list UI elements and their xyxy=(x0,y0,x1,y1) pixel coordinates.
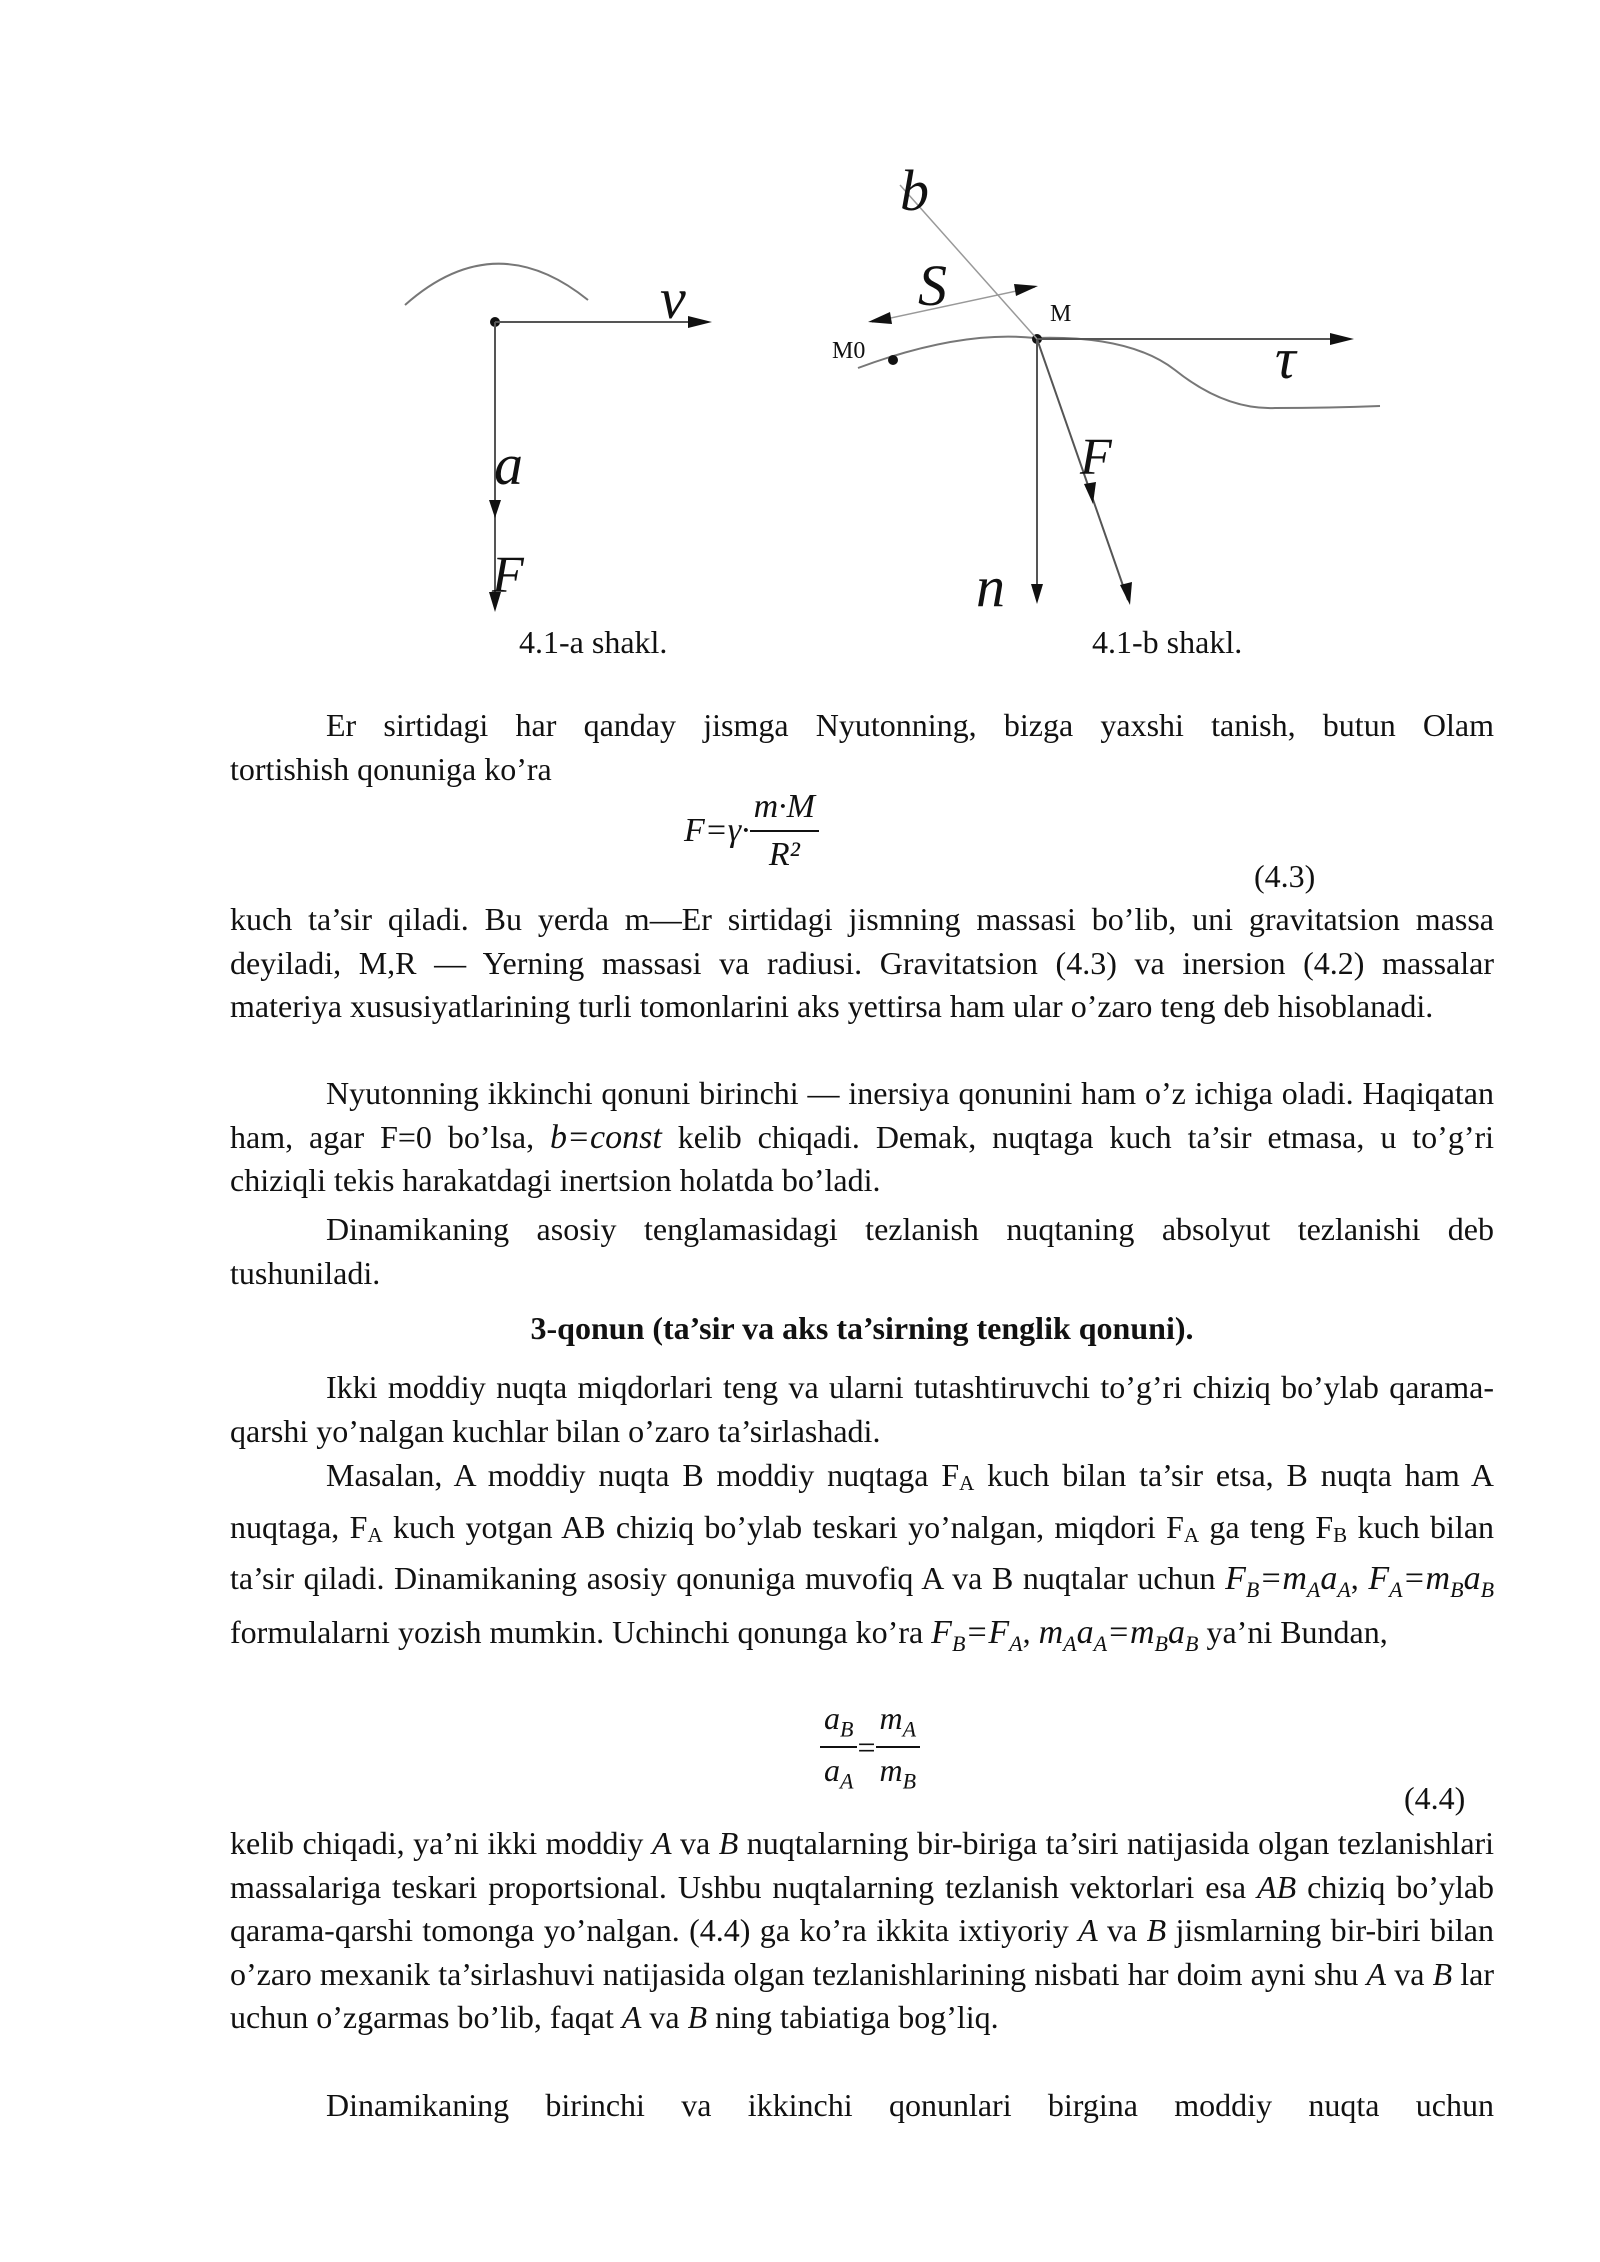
para3-text-1: Nyutonning ikkinchi qonuni birinchi — inersiya qonunini ham o’z ichiga oladi. Haqiqatan ham, agar F=0 bo’lsa, xyxy=(230,1075,1494,1155)
para6-t4: ga teng F xyxy=(1199,1508,1334,1545)
para7-AB: AB xyxy=(1257,1868,1297,1905)
para7-A4: A xyxy=(621,1999,642,2035)
para3-text-2: kelib chiqadi. Demak, nuqtaga kuch ta’sir etmasa, u to’g’ri chiziqli tekis harakatdagi inertsion holatda bo’ladi. xyxy=(230,1118,1495,1198)
paragraph-2: kuch ta’sir qiladi. Bu yerda m—Er sirtidagi jismning massasi bo’lib, uni gravitatsion massa deyiladi, M,R — Yerning massasi va radiusi. Gravitatsion (4.3) va inersion (4.2) massalar materiya xususiyatlarining turli tomonlarini aks yettirsa ham ular o’zaro teng deb hisoblanadi. xyxy=(230,901,1494,1024)
eq-4-4-right-fraction xyxy=(876,1700,921,1795)
point-M0 xyxy=(888,355,898,365)
eq-4-3-numerator: m·M xyxy=(750,788,819,832)
para7-t6: jismlarning bir-biri bilan o’zaro mexanik ta’sirlashuvi natijasida olgan tezlanishlarining nisbati har doim ayni shu xyxy=(230,1912,1494,1992)
label-F-b: F xyxy=(1080,429,1112,486)
acceleration-arrowhead xyxy=(489,500,501,518)
figure-4-1-a xyxy=(405,264,712,612)
para6-t6: , xyxy=(1350,1560,1359,1596)
eq-4-4-den-left: $a_A$ xyxy=(824,1752,854,1794)
arc-coordinate-line xyxy=(872,287,1035,322)
formula-FB-FA: $F_B=F_A$ xyxy=(931,1614,1023,1657)
section-heading-law-3: 3-qonun (ta’sir va aks ta’sirning tenglik qonuni). xyxy=(530,1310,1194,1346)
equation-4-4-number: (4.4) xyxy=(1404,1780,1466,1816)
label-tau: τ xyxy=(1275,326,1296,391)
para7-A1: A xyxy=(651,1825,672,1861)
eq-4-3-denominator: R² xyxy=(768,836,800,873)
formula-FA-mB-aB: $F_A=m_Ba_B$ xyxy=(1368,1560,1495,1602)
para7-t2: va xyxy=(679,1825,711,1861)
trajectory-curve-b xyxy=(858,337,1380,408)
eq-4-4-den-right: $m_B$ xyxy=(879,1752,917,1794)
para6-sub-1: A xyxy=(959,1471,975,1495)
label-S: S xyxy=(918,253,947,318)
para7-B4: B xyxy=(687,1999,708,2035)
label-F-a: F xyxy=(492,547,524,604)
paragraph-3 xyxy=(230,1072,1494,1203)
para7-t7: va xyxy=(1394,1955,1425,1992)
para6-sub-3: A xyxy=(1183,1522,1200,1547)
para6-t2: kuch bilan ta’sir etsa, B nuqta ham A nuqtaga, F xyxy=(230,1457,1495,1545)
paragraph-1-line-1: Er sirtidagi har qanday jismga Nyutonning, bizga yaxshi tanish, butun Olam xyxy=(326,707,1494,743)
para7-t9: va xyxy=(649,1999,680,2035)
force-arrowhead-b xyxy=(1120,582,1132,605)
paragraph-6 xyxy=(230,1454,1494,1666)
equation-4-4 xyxy=(820,1700,920,1795)
para7-t8: lar uchun o’zgarmas bo’lib, faqat xyxy=(230,1955,1495,2035)
para7-t10: ning tabiatiga bog’liq. xyxy=(715,1999,999,2035)
para6-t1: Masalan, A moddiy nuqta B moddiy nuqtaga F xyxy=(326,1457,960,1493)
para6-t7: formulalarni yozish mumkin. Uchinchi qonunga ko’ra xyxy=(230,1614,924,1651)
paragraph-5: Ikki moddiy nuqta miqdorlari teng va ularni tutashtiruvchi to’g’ri chiziq bo’ylab qarama-qarshi yo’nalgan kuchlar bilan o’zaro ta’sirlashadi. xyxy=(230,1369,1494,1449)
para7-t1: kelib chiqadi, ya’ni ikki moddiy xyxy=(230,1825,644,1861)
paragraph-4: Dinamikaning asosiy tenglamasidagi tezlanish nuqtaning absolyut tezlanishi deb tushuniladi. xyxy=(230,1211,1494,1291)
para6-t9: ya’ni Bundan, xyxy=(1206,1614,1388,1651)
caption-figure-4-1-a: 4.1-a shakl. xyxy=(519,624,668,660)
formula-mA-aA-mB-aB: $m_Aa_A=m_Ba_B$ xyxy=(1038,1614,1199,1657)
equation-4-3 xyxy=(684,788,819,874)
para7-B2: B xyxy=(1146,1912,1167,1948)
arc-arrowhead-right xyxy=(1014,284,1038,296)
para3-math-b-const: b=const xyxy=(550,1118,662,1156)
para6-sub-2: A xyxy=(367,1522,383,1547)
caption-figure-4-1-b: 4.1-b shakl. xyxy=(1092,624,1243,660)
para7-t3: nuqtalarning bir-biriga ta’siri natijasida olgan tezlanishlari massalariga teskari proportsional. Ushbu nuqtalarning tezlanish vektorlari esa xyxy=(230,1825,1495,1905)
tangent-arrowhead xyxy=(1330,333,1354,345)
para6-t3: kuch yotgan AB chiziq bo’ylab teskari yo’nalgan, miqdori F xyxy=(382,1508,1184,1545)
para7-A3: A xyxy=(1366,1955,1387,1992)
eq-4-3-fraction xyxy=(750,788,819,874)
paragraph-7 xyxy=(230,1822,1494,2040)
normal-arrowhead xyxy=(1031,584,1043,604)
figure-4-1 xyxy=(0,0,1600,680)
label-M: M xyxy=(1050,301,1072,327)
para7-t5: va xyxy=(1107,1912,1138,1948)
label-b: b xyxy=(900,158,929,223)
eq-4-4-left-fraction xyxy=(820,1700,857,1795)
formula-FB-mA-aA: $F_B=m_Aa_A$ xyxy=(1225,1560,1351,1602)
paragraph-8: Dinamikaning birinchi va ikkinchi qonunlari birgina moddiy nuqta uchun xyxy=(326,2087,1494,2123)
para7-B1: B xyxy=(718,1825,739,1861)
label-n: n xyxy=(976,554,1005,619)
para6-t8: , xyxy=(1022,1614,1031,1651)
para7-B3: B xyxy=(1432,1955,1453,1992)
para6-t5: kuch bilan ta’sir qiladi. Dinamikaning asosiy qonuniga muvofiq A va B nuqtalar uchun xyxy=(230,1508,1495,1596)
eq-4-4-equals: = xyxy=(857,1728,876,1765)
label-a: a xyxy=(494,432,523,497)
para7-A2: A xyxy=(1078,1912,1098,1948)
para6-sub-4: B xyxy=(1333,1522,1348,1547)
label-M0: M0 xyxy=(832,338,866,364)
paragraph-1-line-2: tortishish qonuniga ko’ra xyxy=(230,751,552,787)
eq-4-4-num-left: $a_B$ xyxy=(820,1700,857,1748)
eq-4-4-num-right: $m_A$ xyxy=(876,1700,921,1748)
arc-arrowhead-left xyxy=(868,312,892,324)
label-v: v xyxy=(660,266,686,331)
eq-4-3-lhs: F=γ· xyxy=(684,812,750,849)
velocity-arrowhead xyxy=(688,316,712,328)
equation-4-3-number: (4.3) xyxy=(1254,858,1316,894)
trajectory-arc-a xyxy=(405,264,588,305)
figure-4-1-b xyxy=(832,158,1380,619)
para7-t4: chiziq bo’ylab qarama-qarshi tomonga yo’nalgan. (4.4) ga ko’ra ikkita ixtiyoriy xyxy=(230,1868,1495,1948)
